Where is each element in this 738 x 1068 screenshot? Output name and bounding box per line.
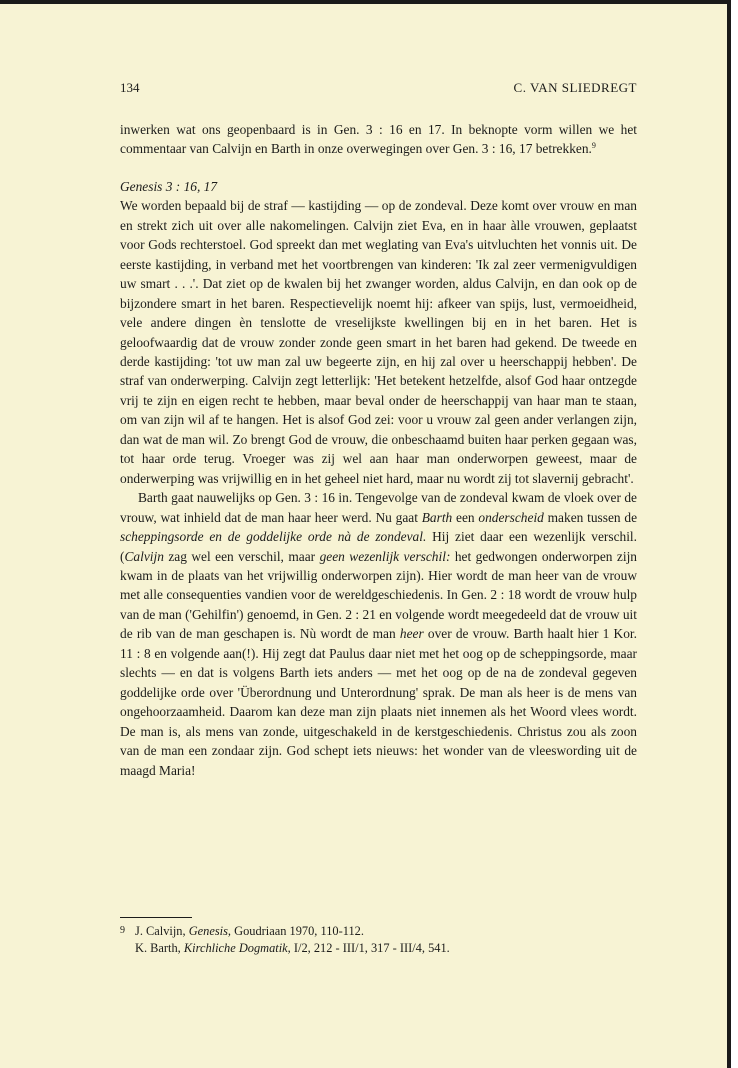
footnote-barth: K. Barth, Kirchliche Dogmatik, I/2, 212 - III/1, 317 - III/4, 541. — [135, 940, 450, 955]
footnotes — [120, 923, 637, 956]
running-author: C. VAN SLIEDREGT — [513, 80, 637, 95]
footnote-rule — [120, 917, 192, 918]
barth-paragraph: Barth gaat nauwelijks op Gen. 3 : 16 in. Tengevolge van de zondeval kwam de vloek over de vrouw, wat inhield dat de man haar heer werd. Nu gaat Barth een onderscheid maken tussen de scheppingsorde en de goddelijke orde nà de zondeval. Hij ziet daar een wezenlijk verschil. (Calvijn zag wel een verschil, maar geen wezenlijk verschil: het gedwongen onderworpen zijn kwam in de plaats van het vrijwillig onderworpen zijn). Hier wordt de man heer van de vrouw met alle consequenties vandien voor de wereldgeschiedenis. In Gen. 2 : 18 wordt de vrouw hulp van de man ('Gehilfin') genoemd, in Gen. 2 : 21 en volgende wordt meegedeeld dat de vrouw uit de rib van de man geschapen is. Nù wordt de man heer over de vrouw. Barth haalt hier 1 Kor. 11 : 8 en volgende aan(!). Hij zegt dat Paulus daar niet met het oog op de scheppingsorde, maar slechts — en dat is volgens Barth iets anders — met het oog op de na de zondeval gegeven goddelijke orde over 'Überordnung und Unterordnung' sprak. De man als heer is de mens van ongehoorzaamheid. Daarom kan deze man zijn plaats niet innemen als het Woord vlees wordt. De man is, als mens van zonde, uitgeschakeld in de kerstgeschiedenis. Christus zou als zoon van de man een zondaar zijn. God schept iets nieuws: het wonder van de vleeswording uit de maagd Maria! — [120, 490, 638, 778]
footnote-marker: 9 — [120, 925, 125, 936]
intro-paragraph — [120, 120, 637, 159]
page-number: 134 — [120, 80, 140, 95]
main-text — [120, 120, 637, 780]
section-heading: Genesis 3 : 16, 17 — [120, 178, 218, 194]
calvin-paragraph: We worden bepaald bij de straf — kastijding — op de zondeval. Deze komt over vrouw en man en strekt zich uit over alle nakomelingen. Calvijn ziet Eva, en in haar àlle vrouwen, geplaatst voor Gods rechterstoel. God spreekt dan met weglating van Eva's uitvluchten het vonnis uit. De eerste kastijding, in verband met het voortbrengen van kinderen: 'Ik zal zeer vermenigvuldigen uw smart . . .'. Dat ziet op de kwalen bij het zwanger worden, aldus Calvijn, en dan ook op de bijzondere smart in het baren. Respectievelijk noemt hij: afkeer van spijs, lust, vermoeidheid, vele andere dingen èn tenslotte de vreselijkste kwellingen bij en in het baren. Het is geloofwaardig dat de vrouw zonder zonde geen smart in het baren had gekend. De tweede en derde kastijding: 'tot uw man zal uw begeerte zijn, en hij zal over u heerschappij hebben'. De straf van onderwerping. Calvijn zegt letterlijk: 'Het betekent hetzelfde, alsof God haar ontzegde vrij te zijn en eigen recht te hebben, maar beval onder de heerschappij van haar man te staan, om van zijn wil af te hangen. Het is alsof God zei: voor u vrouw zal geen ander verlangen zijn, dan wat de man wil. Zo brengt God de vrouw, die onbeschaamd buiten haar perken gegaan was, tot haar orde terug. Vroeger was zij wel aan haar man onderworpen geweest, maar de onderwerping was vrijwillig en in het geheel niet hard, maar nu wordt zij tot slavernij gebracht'. — [120, 198, 637, 486]
footnote-calvijn: 9 J. Calvijn, Genesis, Goudriaan 1970, 110-112. — [120, 924, 364, 938]
footnote-reference: 9 — [591, 141, 596, 151]
intro-text: inwerken wat ons geopenbaard is in Gen. 3 : 16 en 17. In beknopte vorm willen we het commentaar van Calvijn en Barth in onze overwegingen over Gen. 3 : 16, 17 betrekken. — [120, 122, 637, 157]
